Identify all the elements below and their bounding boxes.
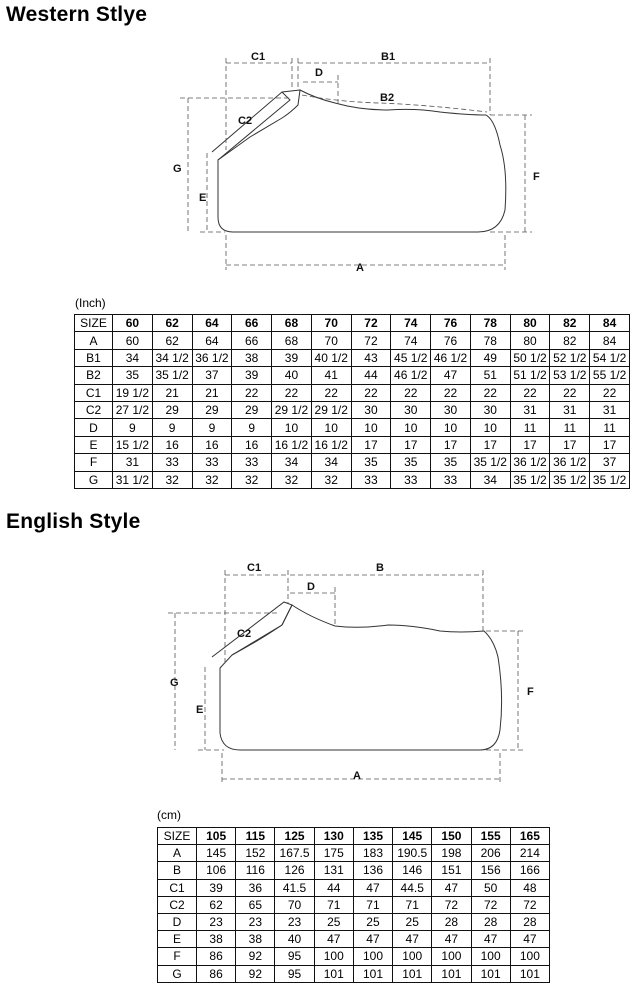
table-row	[75, 332, 630, 349]
table-cell: 34	[470, 471, 510, 488]
table-cell: 76	[431, 332, 471, 349]
table-cell: 29	[152, 401, 192, 418]
table-row-label: A	[75, 332, 113, 349]
table-cell: 80	[510, 332, 550, 349]
table-row-label: D	[75, 419, 113, 436]
table-cell: 35	[351, 454, 391, 471]
table-cell: 10	[272, 419, 312, 436]
table-cell: 214	[510, 845, 549, 862]
table-cell: 10	[431, 419, 471, 436]
label-c2: C2	[237, 628, 252, 640]
table-cell: 106	[197, 862, 236, 879]
table-cell: 44.5	[393, 879, 432, 896]
table-cell: 30	[391, 401, 431, 418]
table-cell: 100	[353, 948, 392, 965]
table-cell: 156	[471, 862, 510, 879]
table-cell: 126	[275, 862, 314, 879]
table-header-cell: 66	[232, 315, 272, 332]
table-cell: 32	[272, 471, 312, 488]
table-cell: 29 1/2	[311, 401, 351, 418]
table-header-cell: 82	[550, 315, 590, 332]
table-cell: 27 1/2	[113, 401, 153, 418]
table-cell: 28	[471, 913, 510, 930]
table-cell: 101	[432, 965, 471, 982]
table-cell: 64	[192, 332, 232, 349]
table-cell: 35 1/2	[510, 471, 550, 488]
table-cell: 39	[232, 367, 272, 384]
table-cell: 95	[275, 948, 314, 965]
table-cell: 44	[351, 367, 391, 384]
table-cell: 72	[471, 896, 510, 913]
table-row-label: B2	[75, 367, 113, 384]
table-cell: 36 1/2	[192, 349, 232, 366]
table-cell: 145	[197, 845, 236, 862]
table-cell: 11	[550, 419, 590, 436]
table-cell: 35 1/2	[470, 454, 510, 471]
table-cell: 17	[351, 436, 391, 453]
western-size-table	[74, 314, 630, 489]
table-cell: 198	[432, 845, 471, 862]
table-row-label: B1	[75, 349, 113, 366]
table-cell: 48	[510, 879, 549, 896]
table-header-cell: 64	[192, 315, 232, 332]
table-cell: 37	[192, 367, 232, 384]
table-header-row	[158, 828, 550, 845]
table-row	[75, 419, 630, 436]
table-cell: 82	[550, 332, 590, 349]
label-f: F	[527, 686, 534, 698]
table-row	[158, 879, 550, 896]
table-cell: 16	[152, 436, 192, 453]
table-cell: 38	[236, 931, 275, 948]
table-cell: 62	[197, 896, 236, 913]
table-cell: 36	[236, 879, 275, 896]
table-cell: 10	[351, 419, 391, 436]
english-size-table-body	[158, 828, 550, 983]
table-cell: 35 1/2	[590, 471, 630, 488]
table-cell: 23	[236, 913, 275, 930]
table-cell: 32	[232, 471, 272, 488]
table-row-label: A	[158, 845, 197, 862]
table-row	[158, 862, 550, 879]
label-d: D	[307, 581, 315, 593]
table-cell: 65	[236, 896, 275, 913]
table-cell: 37	[590, 454, 630, 471]
table-cell: 47	[431, 367, 471, 384]
table-row	[158, 896, 550, 913]
english-unit-label: (cm)	[157, 808, 181, 822]
table-cell: 53 1/2	[550, 367, 590, 384]
label-g: G	[173, 163, 182, 175]
table-cell: 17	[510, 436, 550, 453]
table-cell: 10	[391, 419, 431, 436]
table-row	[75, 454, 630, 471]
table-row-label: C2	[75, 401, 113, 418]
label-c1: C1	[247, 562, 262, 574]
table-cell: 9	[152, 419, 192, 436]
table-cell: 136	[353, 862, 392, 879]
table-header-cell: 80	[510, 315, 550, 332]
label-e: E	[199, 192, 207, 204]
table-cell: 38	[232, 349, 272, 366]
table-cell: 25	[353, 913, 392, 930]
table-row-label: C1	[75, 384, 113, 401]
table-row	[75, 367, 630, 384]
label-b2: B2	[380, 92, 395, 104]
table-cell: 166	[510, 862, 549, 879]
table-cell: 17	[391, 436, 431, 453]
table-cell: 22	[391, 384, 431, 401]
table-cell: 51	[470, 367, 510, 384]
table-cell: 29 1/2	[272, 401, 312, 418]
table-row-label: D	[158, 913, 197, 930]
table-cell: 30	[351, 401, 391, 418]
table-cell: 23	[275, 913, 314, 930]
table-row-label: G	[158, 965, 197, 982]
table-row-label: F	[75, 454, 113, 471]
table-row	[75, 436, 630, 453]
table-cell: 17	[590, 436, 630, 453]
table-cell: 51 1/2	[510, 367, 550, 384]
label-b: B	[376, 562, 384, 574]
table-cell: 25	[393, 913, 432, 930]
table-row	[158, 948, 550, 965]
table-cell: 29	[232, 401, 272, 418]
table-cell: 31	[510, 401, 550, 418]
table-cell: 100	[314, 948, 353, 965]
table-cell: 22	[550, 384, 590, 401]
table-cell: 54 1/2	[590, 349, 630, 366]
table-header-row	[75, 315, 630, 332]
table-cell: 70	[275, 896, 314, 913]
table-cell: 100	[432, 948, 471, 965]
table-cell: 152	[236, 845, 275, 862]
table-row	[75, 349, 630, 366]
table-header-cell: 165	[510, 828, 549, 845]
table-cell: 33	[232, 454, 272, 471]
table-cell: 72	[510, 896, 549, 913]
table-cell: 35	[113, 367, 153, 384]
table-cell: 175	[314, 845, 353, 862]
table-header-cell: 76	[431, 315, 471, 332]
table-cell: 47	[353, 879, 392, 896]
table-cell: 39	[272, 349, 312, 366]
table-cell: 50	[471, 879, 510, 896]
table-cell: 22	[311, 384, 351, 401]
table-cell: 15 1/2	[113, 436, 153, 453]
table-cell: 30	[431, 401, 471, 418]
table-row-label: C2	[158, 896, 197, 913]
table-cell: 17	[550, 436, 590, 453]
english-size-table	[157, 827, 550, 983]
table-header-cell: 74	[391, 315, 431, 332]
table-header-cell: SIZE	[75, 315, 113, 332]
table-cell: 16 1/2	[272, 436, 312, 453]
table-cell: 17	[470, 436, 510, 453]
table-cell: 10	[470, 419, 510, 436]
table-cell: 40	[272, 367, 312, 384]
table-cell: 167.5	[275, 845, 314, 862]
western-unit-label: (Inch)	[75, 296, 106, 310]
english-style-title: English Style	[6, 510, 141, 533]
table-cell: 55 1/2	[590, 367, 630, 384]
table-cell: 71	[314, 896, 353, 913]
table-cell: 41.5	[275, 879, 314, 896]
table-cell: 34	[311, 454, 351, 471]
table-cell: 47	[510, 931, 549, 948]
table-cell: 35	[391, 454, 431, 471]
table-cell: 33	[351, 471, 391, 488]
table-cell: 36 1/2	[510, 454, 550, 471]
table-header-cell: 62	[152, 315, 192, 332]
table-cell: 40	[275, 931, 314, 948]
table-cell: 35 1/2	[152, 367, 192, 384]
table-cell: 84	[590, 332, 630, 349]
table-cell: 74	[391, 332, 431, 349]
table-cell: 62	[152, 332, 192, 349]
table-cell: 47	[314, 931, 353, 948]
table-cell: 47	[471, 931, 510, 948]
table-header-cell: 150	[432, 828, 471, 845]
table-header-cell: 130	[314, 828, 353, 845]
table-cell: 22	[431, 384, 471, 401]
table-cell: 43	[351, 349, 391, 366]
table-cell: 9	[232, 419, 272, 436]
western-size-table-body	[75, 315, 630, 489]
table-row	[75, 384, 630, 401]
table-cell: 25	[314, 913, 353, 930]
table-cell: 39	[197, 879, 236, 896]
table-cell: 52 1/2	[550, 349, 590, 366]
table-cell: 33	[431, 471, 471, 488]
table-cell: 32	[311, 471, 351, 488]
table-header-cell: SIZE	[158, 828, 197, 845]
table-row-label: E	[158, 931, 197, 948]
table-cell: 29	[192, 401, 232, 418]
table-cell: 49	[470, 349, 510, 366]
table-cell: 11	[590, 419, 630, 436]
table-header-cell: 155	[471, 828, 510, 845]
table-cell: 41	[311, 367, 351, 384]
table-cell: 50 1/2	[510, 349, 550, 366]
table-cell: 34 1/2	[152, 349, 192, 366]
western-style-title: Western Stlye	[6, 3, 148, 26]
table-cell: 101	[471, 965, 510, 982]
label-a: A	[353, 770, 361, 782]
table-cell: 34	[113, 349, 153, 366]
table-cell: 47	[432, 931, 471, 948]
table-cell: 116	[236, 862, 275, 879]
table-cell: 35 1/2	[550, 471, 590, 488]
table-row	[158, 913, 550, 930]
table-cell: 21	[152, 384, 192, 401]
table-cell: 36 1/2	[550, 454, 590, 471]
table-header-cell: 115	[236, 828, 275, 845]
table-cell: 17	[431, 436, 471, 453]
table-cell: 10	[311, 419, 351, 436]
label-d: D	[315, 67, 323, 79]
table-header-cell: 70	[311, 315, 351, 332]
table-cell: 33	[152, 454, 192, 471]
label-g: G	[170, 677, 179, 689]
table-row	[158, 931, 550, 948]
table-cell: 16 1/2	[311, 436, 351, 453]
table-cell: 33	[192, 454, 232, 471]
table-cell: 32	[192, 471, 232, 488]
table-cell: 22	[510, 384, 550, 401]
table-cell: 78	[470, 332, 510, 349]
table-row-label: B	[158, 862, 197, 879]
table-cell: 30	[470, 401, 510, 418]
table-cell: 131	[314, 862, 353, 879]
table-cell: 31	[113, 454, 153, 471]
table-cell: 21	[192, 384, 232, 401]
table-cell: 206	[471, 845, 510, 862]
table-header-cell: 78	[470, 315, 510, 332]
label-a: A	[356, 262, 364, 274]
table-cell: 92	[236, 948, 275, 965]
table-cell: 183	[353, 845, 392, 862]
table-header-cell: 135	[353, 828, 392, 845]
table-cell: 72	[351, 332, 391, 349]
label-c1: C1	[251, 51, 266, 63]
table-cell: 16	[232, 436, 272, 453]
table-cell: 44	[314, 879, 353, 896]
table-cell: 35	[431, 454, 471, 471]
table-row-label: C1	[158, 879, 197, 896]
table-cell: 22	[272, 384, 312, 401]
table-cell: 32	[152, 471, 192, 488]
table-cell: 86	[197, 965, 236, 982]
table-header-cell: 145	[393, 828, 432, 845]
table-cell: 71	[353, 896, 392, 913]
table-cell: 70	[311, 332, 351, 349]
table-row-label: G	[75, 471, 113, 488]
table-cell: 86	[197, 948, 236, 965]
table-cell: 100	[510, 948, 549, 965]
table-cell: 66	[232, 332, 272, 349]
table-header-cell: 125	[275, 828, 314, 845]
table-cell: 40 1/2	[311, 349, 351, 366]
table-row	[158, 845, 550, 862]
table-row-label: F	[158, 948, 197, 965]
table-row	[75, 401, 630, 418]
table-cell: 46 1/2	[391, 367, 431, 384]
label-c2: C2	[238, 115, 253, 127]
english-rug-diagram	[0, 545, 640, 795]
table-header-cell: 60	[113, 315, 153, 332]
label-f: F	[533, 171, 540, 183]
table-cell: 47	[353, 931, 392, 948]
table-cell: 100	[393, 948, 432, 965]
table-cell: 60	[113, 332, 153, 349]
table-cell: 46 1/2	[431, 349, 471, 366]
table-cell: 9	[192, 419, 232, 436]
table-row	[158, 965, 550, 982]
table-cell: 22	[351, 384, 391, 401]
table-cell: 19 1/2	[113, 384, 153, 401]
label-b1: B1	[381, 51, 396, 63]
table-cell: 68	[272, 332, 312, 349]
table-cell: 151	[432, 862, 471, 879]
table-header-cell: 68	[272, 315, 312, 332]
table-cell: 9	[113, 419, 153, 436]
table-header-cell: 105	[197, 828, 236, 845]
table-cell: 101	[393, 965, 432, 982]
table-header-cell: 72	[351, 315, 391, 332]
table-cell: 100	[471, 948, 510, 965]
western-rug-diagram	[0, 20, 640, 310]
table-cell: 101	[353, 965, 392, 982]
table-cell: 31 1/2	[113, 471, 153, 488]
table-cell: 190.5	[393, 845, 432, 862]
table-header-cell: 84	[590, 315, 630, 332]
table-cell: 16	[192, 436, 232, 453]
table-cell: 22	[590, 384, 630, 401]
table-cell: 92	[236, 965, 275, 982]
table-cell: 22	[470, 384, 510, 401]
label-e: E	[196, 704, 204, 716]
table-cell: 34	[272, 454, 312, 471]
table-cell: 95	[275, 965, 314, 982]
table-cell: 11	[510, 419, 550, 436]
table-cell: 28	[510, 913, 549, 930]
table-cell: 31	[550, 401, 590, 418]
table-cell: 101	[314, 965, 353, 982]
table-cell: 47	[393, 931, 432, 948]
table-cell: 72	[432, 896, 471, 913]
table-cell: 33	[391, 471, 431, 488]
table-cell: 47	[432, 879, 471, 896]
table-row-label: E	[75, 436, 113, 453]
table-cell: 71	[393, 896, 432, 913]
table-row	[75, 471, 630, 488]
table-cell: 101	[510, 965, 549, 982]
table-cell: 45 1/2	[391, 349, 431, 366]
table-cell: 38	[197, 931, 236, 948]
table-cell: 23	[197, 913, 236, 930]
table-cell: 31	[590, 401, 630, 418]
table-cell: 22	[232, 384, 272, 401]
table-cell: 28	[432, 913, 471, 930]
table-cell: 146	[393, 862, 432, 879]
